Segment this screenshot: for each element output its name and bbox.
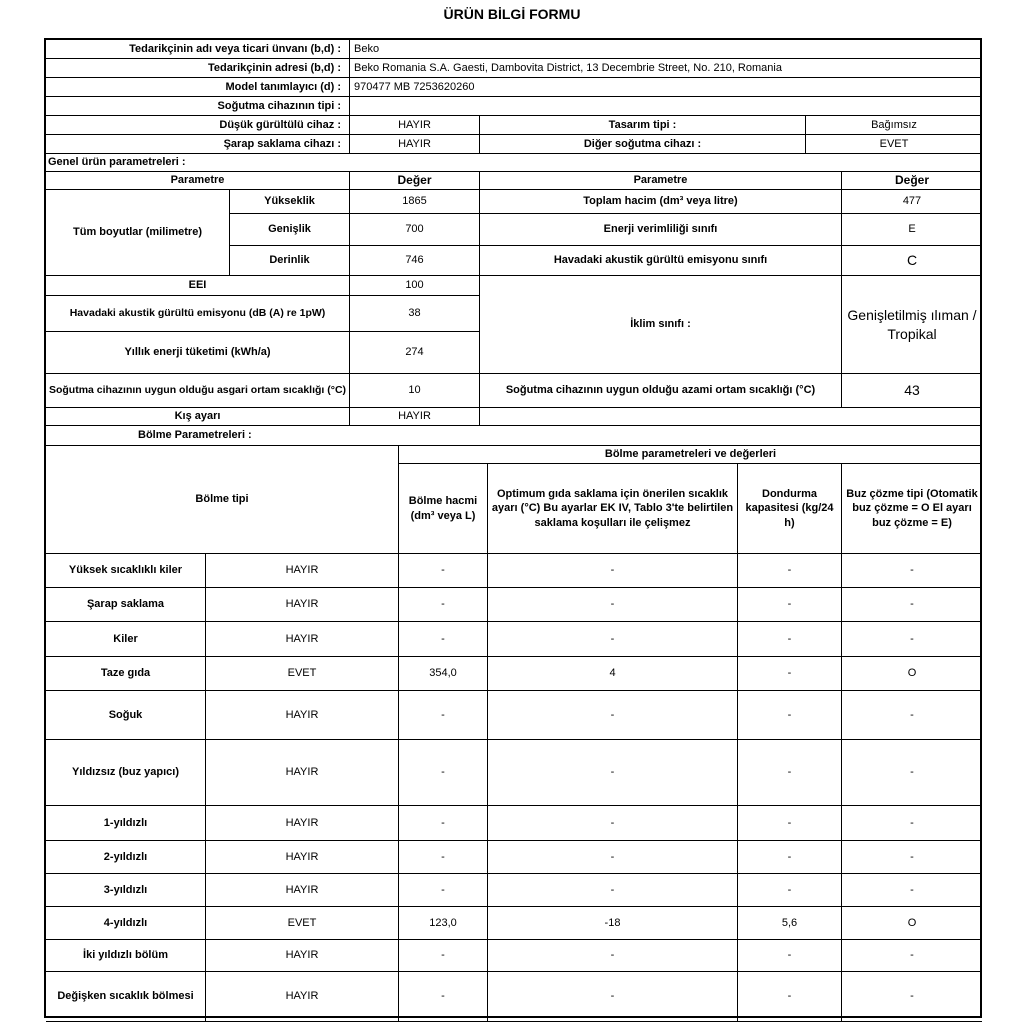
- compartment-present: HAYIR: [206, 972, 399, 1022]
- other-cooling-label: Diğer soğutma cihazı :: [480, 135, 806, 154]
- compartment-name: 1-yıldızlı: [46, 806, 206, 841]
- min-temp-label: Soğutma cihazının uygun olduğu asgari ortam sıcaklığı (°C): [46, 374, 350, 408]
- max-temp-value: 43: [842, 374, 982, 408]
- compartment-freeze: -: [738, 806, 842, 841]
- general-value-header-left: Değer: [350, 172, 480, 190]
- compartment-temp-header: Optimum gıda saklama için önerilen sıcaklık ayarı (°C) Bu ayarlar EK IV, Tablo 3'te belirtilen saklama koşulları ile çelişmez: [488, 464, 738, 554]
- compartment-present: HAYIR: [206, 588, 399, 622]
- energy-class-label: Enerji verimliliği sınıfı: [480, 214, 842, 246]
- compartment-defrost: -: [842, 622, 982, 657]
- compartment-type-header: Bölme tipi: [46, 446, 399, 554]
- supplier-name-label: Tedarikçinin adı veya ticari ünvanı (b,d) :: [46, 40, 350, 59]
- compartment-present: HAYIR: [206, 940, 399, 972]
- other-cooling-value: EVET: [806, 135, 982, 154]
- general-param-header-right: Parametre: [480, 172, 842, 190]
- compartment-volume: -: [399, 874, 488, 907]
- compartment-defrost: -: [842, 588, 982, 622]
- general-param-header-left: Parametre: [46, 172, 350, 190]
- compartment-temp: -: [488, 740, 738, 806]
- design-type-label: Tasarım tipi :: [480, 116, 806, 135]
- compartment-volume: -: [399, 940, 488, 972]
- climate-class-value: Genişletilmiş ılıman / Tropikal: [842, 276, 982, 374]
- compartment-present: EVET: [206, 907, 399, 940]
- compartment-freeze: -: [738, 874, 842, 907]
- compartment-volume: 123,0: [399, 907, 488, 940]
- model-label: Model tanımlayıcı (d) :: [46, 78, 350, 97]
- compartment-name: İki yıldızlı bölüm: [46, 940, 206, 972]
- compartment-defrost-header: Buz çözme tipi (Otomatik buz çözme = O El ayarı buz çözme = E): [842, 464, 982, 554]
- compartment-group-header: Bölme parametreleri ve değerleri: [399, 446, 982, 464]
- energy-class-value: E: [842, 214, 982, 246]
- compartment-present: HAYIR: [206, 691, 399, 740]
- compartment-present: HAYIR: [206, 740, 399, 806]
- compartment-freeze: -: [738, 740, 842, 806]
- design-type-value: Bağımsız: [806, 116, 982, 135]
- compartment-volume: -: [399, 554, 488, 588]
- compartment-section-label: Bölme Parametreleri :: [46, 426, 982, 446]
- compartment-freeze-header: Dondurma kapasitesi (kg/24 h): [738, 464, 842, 554]
- cooling-type-value: [350, 97, 982, 116]
- compartment-volume: -: [399, 588, 488, 622]
- general-section-label: Genel ürün parametreleri :: [46, 154, 982, 172]
- compartment-name: Soğuk: [46, 691, 206, 740]
- general-value-header-right: Değer: [842, 172, 982, 190]
- compartment-temp: -: [488, 841, 738, 874]
- supplier-address-label: Tedarikçinin adresi (b,d) :: [46, 59, 350, 78]
- noise-emission-label: Havadaki akustik gürültü emisyonu (dB (A) re 1pW): [46, 296, 350, 332]
- compartment-present: HAYIR: [206, 841, 399, 874]
- compartment-temp: -: [488, 972, 738, 1022]
- eei-label: EEI: [46, 276, 350, 296]
- compartment-temp: -: [488, 554, 738, 588]
- compartment-freeze: -: [738, 554, 842, 588]
- depth-value: 746: [350, 246, 480, 276]
- compartment-defrost: -: [842, 806, 982, 841]
- max-temp-label: Soğutma cihazının uygun olduğu azami ortam sıcaklığı (°C): [480, 374, 842, 408]
- winter-setting-label: Kış ayarı: [46, 408, 350, 426]
- compartment-volume: -: [399, 691, 488, 740]
- compartment-temp: -: [488, 622, 738, 657]
- compartment-name: Yüksek sıcaklıklı kiler: [46, 554, 206, 588]
- compartment-freeze: -: [738, 691, 842, 740]
- compartment-volume: -: [399, 806, 488, 841]
- annual-energy-label: Yıllık enerji tüketimi (kWh/a): [46, 332, 350, 374]
- eei-value: 100: [350, 276, 480, 296]
- compartment-defrost: O: [842, 907, 982, 940]
- compartment-defrost: -: [842, 691, 982, 740]
- dimensions-label: Tüm boyutlar (milimetre): [46, 190, 230, 276]
- compartment-name: Şarap saklama: [46, 588, 206, 622]
- climate-class-label: İklim sınıfı :: [480, 276, 842, 374]
- min-temp-value: 10: [350, 374, 480, 408]
- compartment-volume: -: [399, 841, 488, 874]
- compartment-name: 4-yıldızlı: [46, 907, 206, 940]
- compartment-defrost: -: [842, 740, 982, 806]
- compartment-defrost: -: [842, 940, 982, 972]
- compartment-temp: 4: [488, 657, 738, 691]
- compartment-temp: -: [488, 691, 738, 740]
- width-label: Genişlik: [230, 214, 350, 246]
- compartment-present: HAYIR: [206, 874, 399, 907]
- cooling-type-label: Soğutma cihazının tipi :: [46, 97, 350, 116]
- noise-class-value: C: [842, 246, 982, 276]
- compartment-volume: -: [399, 740, 488, 806]
- total-volume-label: Toplam hacim (dm³ veya litre): [480, 190, 842, 214]
- compartment-temp: -: [488, 874, 738, 907]
- compartment-present: HAYIR: [206, 622, 399, 657]
- model-value: 970477 MB 7253620260: [350, 78, 982, 97]
- low-noise-label: Düşük gürültülü cihaz :: [46, 116, 350, 135]
- compartment-defrost: -: [842, 841, 982, 874]
- compartment-present: EVET: [206, 657, 399, 691]
- annual-energy-value: 274: [350, 332, 480, 374]
- compartment-freeze: -: [738, 940, 842, 972]
- wine-storage-label: Şarap saklama cihazı :: [46, 135, 350, 154]
- compartment-present: HAYIR: [206, 554, 399, 588]
- compartment-temp: -: [488, 806, 738, 841]
- winter-setting-blank: [480, 408, 982, 426]
- depth-label: Derinlik: [230, 246, 350, 276]
- noise-emission-value: 38: [350, 296, 480, 332]
- compartment-volume: 354,0: [399, 657, 488, 691]
- compartment-defrost: O: [842, 657, 982, 691]
- compartment-name: 2-yıldızlı: [46, 841, 206, 874]
- width-value: 700: [350, 214, 480, 246]
- winter-setting-value: HAYIR: [350, 408, 480, 426]
- compartment-temp: -: [488, 588, 738, 622]
- compartment-freeze: -: [738, 622, 842, 657]
- compartment-defrost: -: [842, 874, 982, 907]
- compartment-name: 3-yıldızlı: [46, 874, 206, 907]
- supplier-name-value: Beko: [350, 40, 982, 59]
- compartment-temp: -: [488, 940, 738, 972]
- compartment-freeze: -: [738, 841, 842, 874]
- compartment-temp: -18: [488, 907, 738, 940]
- compartment-freeze: -: [738, 588, 842, 622]
- wine-storage-value: HAYIR: [350, 135, 480, 154]
- noise-class-label: Havadaki akustik gürültü emisyonu sınıfı: [480, 246, 842, 276]
- page-title: ÜRÜN BİLGİ FORMU: [443, 6, 581, 22]
- low-noise-value: HAYIR: [350, 116, 480, 135]
- total-volume-value: 477: [842, 190, 982, 214]
- compartment-freeze: 5,6: [738, 907, 842, 940]
- compartment-defrost: -: [842, 972, 982, 1022]
- compartment-defrost: -: [842, 554, 982, 588]
- height-label: Yükseklik: [230, 190, 350, 214]
- compartment-name: Taze gıda: [46, 657, 206, 691]
- compartment-volume-header: Bölme hacmi (dm³ veya L): [399, 464, 488, 554]
- height-value: 1865: [350, 190, 480, 214]
- compartment-name: Kiler: [46, 622, 206, 657]
- compartment-present: HAYIR: [206, 806, 399, 841]
- product-info-form: [44, 38, 982, 1018]
- compartment-name: Değişken sıcaklık bölmesi: [46, 972, 206, 1022]
- compartment-name: Yıldızsız (buz yapıcı): [46, 740, 206, 806]
- compartment-volume: -: [399, 972, 488, 1022]
- compartment-volume: -: [399, 622, 488, 657]
- compartment-freeze: -: [738, 657, 842, 691]
- compartment-freeze: -: [738, 972, 842, 1022]
- supplier-address-value: Beko Romania S.A. Gaesti, Dambovita District, 13 Decembrie Street, No. 210, Romania: [350, 59, 982, 78]
